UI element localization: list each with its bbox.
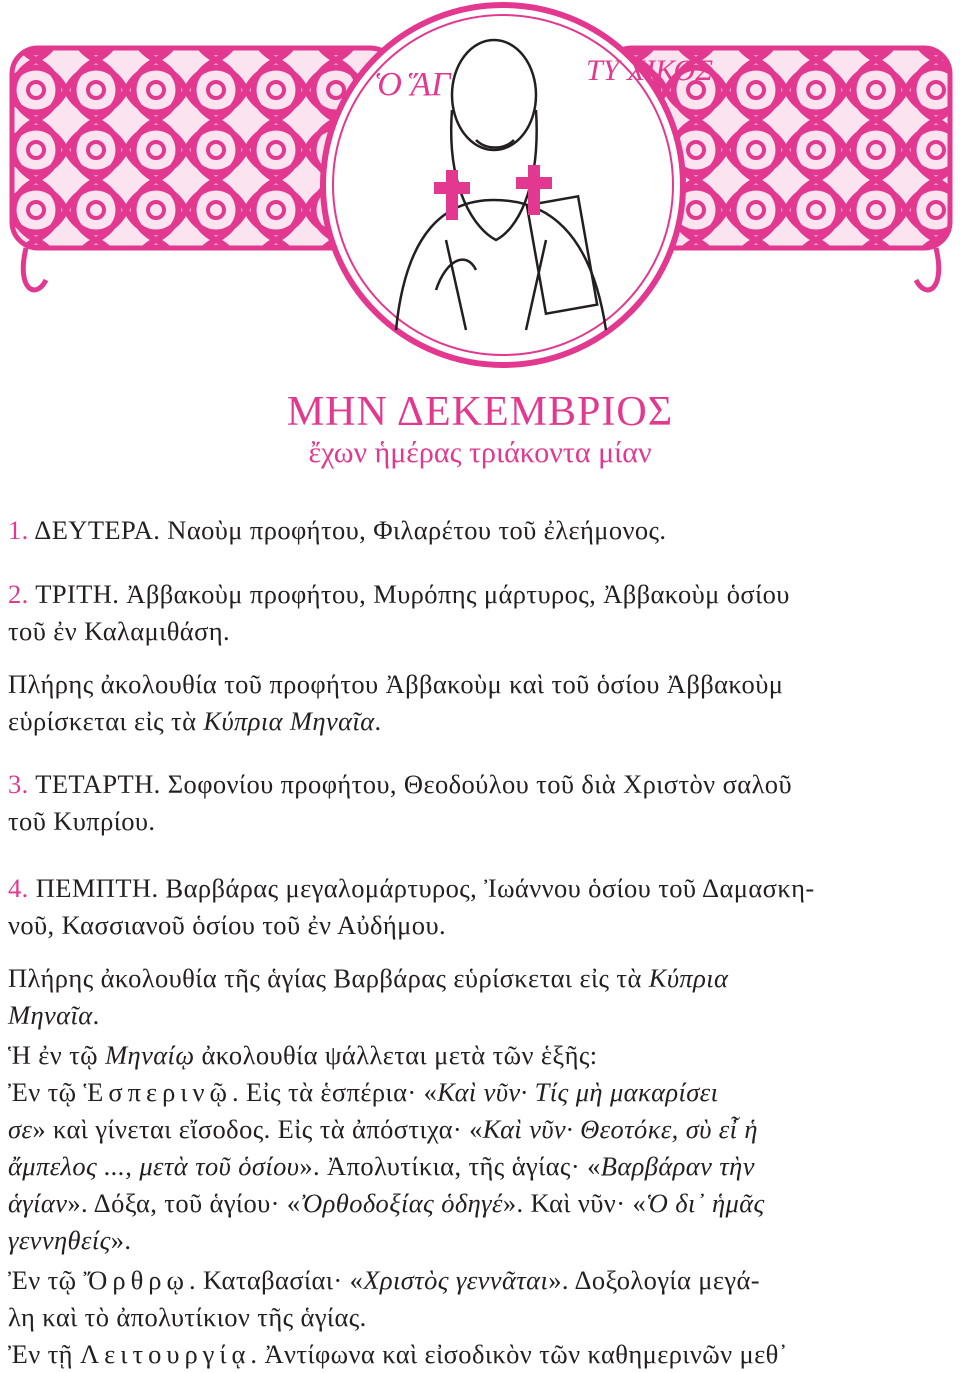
- matins-rubric: [8, 1262, 954, 1336]
- hymn-incipit: ἄμπελος ..., μετὰ τοῦ ὁσίου: [8, 1151, 300, 1181]
- service-name: Ἑσπερινῷ: [83, 1077, 232, 1107]
- book-title: Μηναῖα: [8, 1000, 93, 1030]
- entry-note-4: [8, 960, 954, 1034]
- entry-text: τοῦ Κυπρίου.: [8, 806, 156, 836]
- page-subtitle: ἔχων ἡμέρας τριάκοντα μίαν: [308, 436, 652, 469]
- hymn-incipit: γεννηθείς: [8, 1225, 111, 1255]
- book-title: Μηναίῳ: [105, 1040, 195, 1070]
- note-text: Πλήρης ἀκολουθία τῆς ἁγίας Βαρβάρας εὑρίσκεται εἰς τὰ: [8, 963, 649, 993]
- book-title: Κύπρια Μηναῖα: [203, 706, 375, 736]
- entry-day-2: [8, 576, 954, 650]
- hymn-incipit: Καὶ νῦν· Τίς μὴ μακαρίσει: [437, 1077, 719, 1107]
- note-text: Ἡ ἐν τῷ: [8, 1040, 106, 1070]
- rubric-text: Ἐν τῷ: [8, 1265, 84, 1295]
- note-text: .: [92, 1000, 100, 1030]
- entry-day-4: [8, 870, 954, 944]
- rubric-text: λη καὶ τὸ ἀπολυτίκιον τῆς ἁγίας.: [8, 1302, 367, 1332]
- saint-label-left: Ὁ ἍΓ: [374, 66, 451, 103]
- entry-text: νοῦ, Κασσιανοῦ ὁσίου τοῦ ἐν Αὐδήμου.: [8, 910, 446, 940]
- hymn-incipit: Χριστὸς γεννᾶται: [363, 1265, 549, 1295]
- note-text: εὑρίσκεται εἰς τὰ: [8, 706, 204, 736]
- hymn-incipit: Βαρβάραν τὴν: [600, 1151, 755, 1181]
- entry-day-3: [8, 766, 954, 840]
- page-title: ΜΗΝ ΔΕΚΕΜΒΡΙΟΣ: [286, 389, 674, 435]
- rubric-text: Ἐν τῷ: [8, 1077, 84, 1107]
- entry-text: ΠΕΜΠΤΗ. Βαρβάρας μεγαλομάρτυρος, Ἰωάννου ὁσίου τοῦ Δαμασκη-: [28, 873, 815, 903]
- header-banner-ornament: [6, 0, 956, 390]
- hymn-incipit: Ὁ δι᾽ ἡμᾶς: [646, 1188, 765, 1218]
- liturgy-rubric: [8, 1336, 954, 1373]
- rubric-text: ». Δόξα, τοῦ ἁγίου· «: [67, 1188, 301, 1218]
- rubric-text: ». Δοξολογία μεγά-: [548, 1265, 761, 1295]
- entry-day-1: [8, 512, 954, 549]
- rubric-text: . Ἀντίφωνα καὶ εἰσοδικὸν τῶν καθημερινῶν μεθ᾽: [250, 1339, 789, 1369]
- entry-text: ΤΕΤΑΡΤΗ. Σοφονίου προφήτου, Θεοδούλου τοῦ διὰ Χριστὸν σαλοῦ: [28, 769, 792, 799]
- note-text: .: [374, 706, 382, 736]
- day-number: 2.: [8, 579, 29, 609]
- day-number: 3.: [8, 769, 29, 799]
- day-number: 4.: [8, 873, 29, 903]
- hymn-incipit: σε: [8, 1114, 33, 1144]
- entry-note-2: [8, 666, 954, 740]
- menaion-note: [8, 1037, 954, 1074]
- rubric-text: Ἐν τῇ: [8, 1339, 80, 1369]
- book-title: Κύπρια: [648, 963, 729, 993]
- note-text: ἀκολουθία ψάλλεται μετὰ τῶν ἑξῆς:: [194, 1040, 598, 1070]
- entry-text: ΤΡΙΤΗ. Ἀββακοὺμ προφήτου, Μυρόπης μάρτυρος, Ἀββακοὺμ ὁσίου: [28, 579, 790, 609]
- hymn-incipit: Καὶ νῦν· Θεοτόκε, σὺ εἶ ἡ: [482, 1114, 758, 1144]
- rubric-text: ». Ἀπολυτίκια, τῆς ἁγίας· «: [299, 1151, 601, 1181]
- rubric-text: . Εἰς τὰ ἑσπέρια· «: [231, 1077, 438, 1107]
- service-name: Ὄρθρῳ: [83, 1265, 189, 1295]
- service-name: Λειτουργίᾳ: [79, 1339, 251, 1369]
- entry-text: τοῦ ἐν Καλαμιθάση.: [8, 616, 231, 646]
- rubric-text: ».: [110, 1225, 132, 1255]
- vespers-rubric: [8, 1074, 954, 1259]
- rubric-text: . Καταβασίαι· «: [188, 1265, 364, 1295]
- hymn-incipit: ἁγίαν: [8, 1188, 68, 1218]
- rubric-text: » καὶ γίνεται εἴσοδος. Εἰς τὰ ἀπόστιχα· «: [32, 1114, 483, 1144]
- note-text: Πλήρης ἀκολουθία τοῦ προφήτου Ἀββακοὺμ καὶ τοῦ ὁσίου Ἀββακοὺμ: [8, 669, 784, 699]
- day-number: 1.: [8, 515, 29, 545]
- entry-text: ΔΕΥΤΕΡΑ. Ναοὺμ προφήτου, Φιλαρέτου τοῦ ἐλεήμονος.: [28, 515, 667, 545]
- rubric-text: ». Καὶ νῦν· «: [502, 1188, 647, 1218]
- hymn-incipit: Ὀρθοδοξίας ὁδηγέ: [300, 1188, 503, 1218]
- saint-label-right: ΤΥ ΧΙΚΟΣ: [586, 54, 714, 87]
